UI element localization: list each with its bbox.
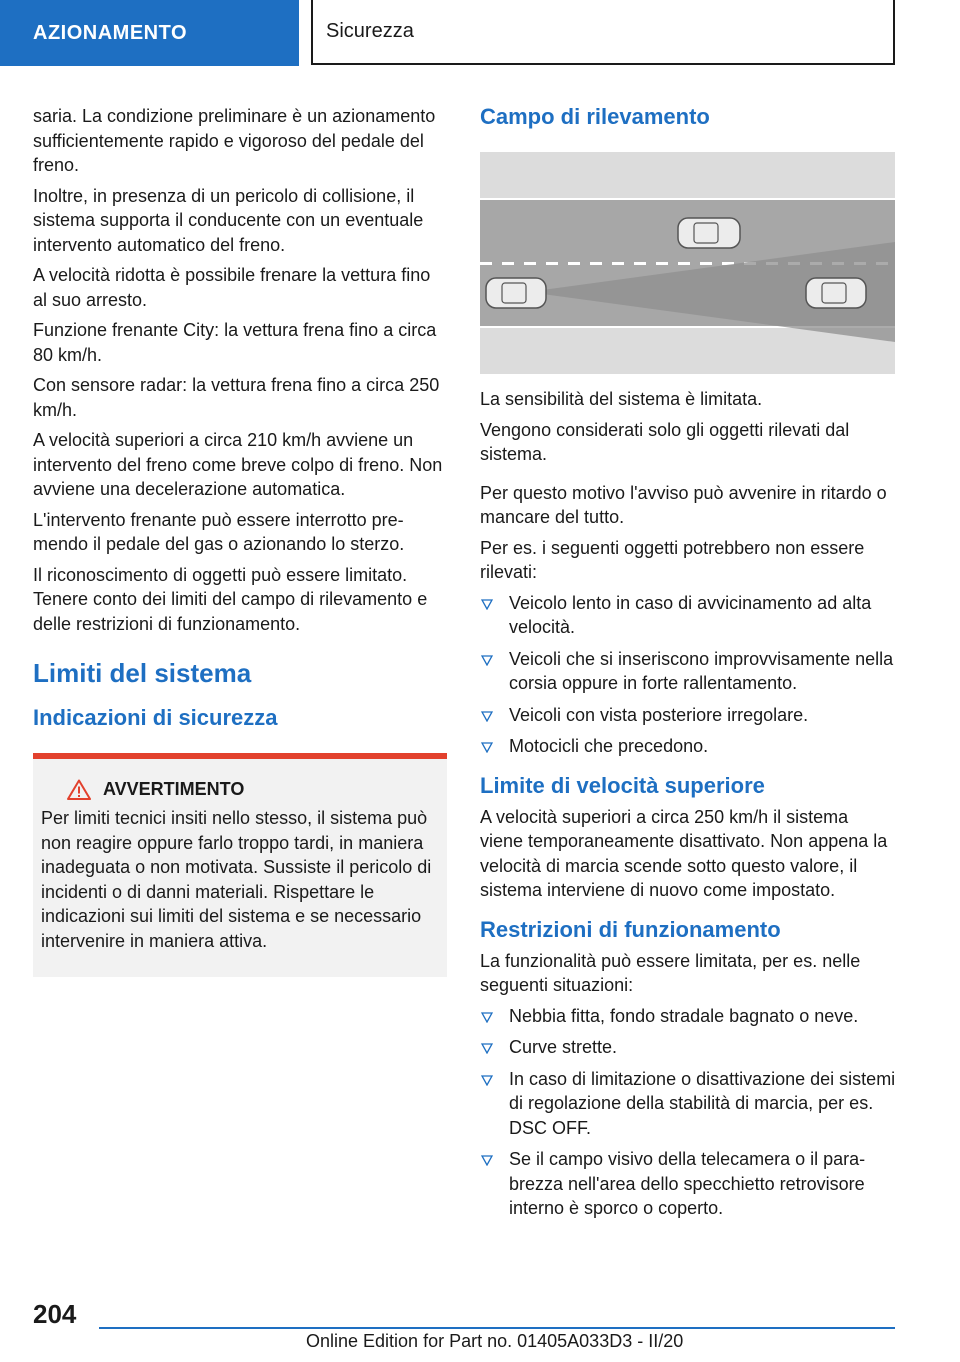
warning-title: AVVERTIMENTO	[103, 779, 245, 799]
list-item: Veicolo lento in caso di avvicinamento ad alta velocità.	[480, 591, 896, 640]
list-item: Veicoli con vista posteriore irregolare.	[480, 703, 896, 728]
heading-limits: Limiti del sistema	[33, 658, 252, 688]
triangle-bullet-icon	[481, 710, 493, 722]
paragraph: La funzionalità può essere limitata, per es. nelle seguenti situazioni:	[480, 950, 861, 995]
detection-range-illustration	[480, 152, 895, 374]
edition-footer: Online Edition for Part no. 01405A033D3 - II/20	[306, 1331, 684, 1351]
paragraph: Vengono considerati solo gli oggetti rilevati dal sistema.	[480, 419, 850, 464]
paragraph: Con sensore radar: la vettura frena fino a circa 250 km/h.	[33, 375, 440, 420]
triangle-bullet-icon	[481, 1011, 493, 1023]
paragraph: La sensibilità del sistema è limitata.	[480, 389, 763, 409]
heading-range: Campo di rilevamento	[480, 104, 710, 129]
triangle-bullet-icon	[481, 598, 493, 610]
warning-header	[33, 779, 437, 800]
paragraph: A velocità superiori a circa 210 km/h avviene un intervento del freno come breve colpo di freno. Non avviene una decelerazione automatica.	[33, 430, 443, 499]
chapter-title: Sicurezza	[311, 0, 895, 65]
paragraph: Per es. i seguenti oggetti potrebbero non essere rilevati:	[480, 537, 865, 582]
paragraph: saria. La condizione preliminare è un azionamento sufficientemente rapido e vigoroso del pedale del freno.	[33, 106, 436, 175]
triangle-bullet-icon	[481, 1074, 493, 1086]
paragraph: A velocità superiori a circa 250 km/h il sistema viene temporaneamente disattivato. Non appena la velocità di marcia scende sotto questo valore, il sistema interviene di nuovo come impostato.	[480, 806, 888, 900]
paragraph: A velocità ridotta è possibile frenare la vettura fino al suo arresto.	[33, 265, 431, 310]
triangle-bullet-icon	[481, 741, 493, 753]
list-item: In caso di limitazione o disattivazione dei sistemi di regolazione della stabilità di marcia, per es. DSC OFF.	[480, 1067, 896, 1141]
warning-box	[33, 753, 447, 977]
list-item: Veicoli che si inseriscono improvvisamente nella corsia oppure in forte rallentamento.	[480, 647, 896, 696]
paragraph: Funzione frenante City: la vettura frena fino a circa 80 km/h.	[33, 320, 437, 365]
triangle-bullet-icon	[481, 1042, 493, 1054]
paragraph: Il riconoscimento di oggetti può essere limitato. Tenere conto dei limiti del campo di rilevamento e delle restrizioni di funzionamento.	[33, 564, 428, 634]
car-icon	[678, 218, 740, 248]
heading-restrictions: Restrizioni di funzionamento	[480, 916, 781, 942]
list-item: Se il campo visivo della telecamera o il parabrezza nell'area dello specchietto retrovisore interno è sporco o coperto.	[480, 1147, 896, 1221]
heading-speed-limit: Limite di velocità superiore	[480, 772, 765, 798]
triangle-bullet-icon	[481, 654, 493, 666]
list-item: Nebbia fitta, fondo stradale bagnato o neve.	[480, 1004, 896, 1029]
car-icon	[806, 278, 866, 308]
paragraph: Inoltre, in presenza di un pericolo di collisione, il sistema supporta il conducente con un eventuale intervento automatico del freno.	[33, 185, 424, 255]
paragraph: Per questo motivo l'avviso può avvenire in ritardo o mancare del tutto.	[480, 482, 887, 527]
heading-safety: Indicazioni di sicurezza	[33, 705, 278, 730]
restrictions-list	[480, 1004, 896, 1221]
page-number: 204	[33, 1299, 77, 1329]
section-tab: AZIONAMENTO	[0, 0, 299, 66]
undetected-objects-list	[480, 591, 896, 759]
warning-text: Per limiti tecnici insiti nello stesso, il sistema può non reagire oppure farlo troppo tardi, in maniera inadeguata o non motivata. Sussiste il pericolo di incidenti o di danni materiali. Rispettare le indicazioni sui limiti del sistema e se necessario intervenire in maniera attiva.	[41, 808, 432, 951]
warning-triangle-icon	[67, 779, 91, 800]
footer-divider	[99, 1327, 895, 1329]
triangle-bullet-icon	[481, 1154, 493, 1166]
list-item: Curve strette.	[480, 1035, 896, 1060]
left-column	[33, 104, 447, 977]
car-icon	[486, 278, 546, 308]
right-column	[480, 104, 896, 1228]
list-item: Motocicli che precedono.	[480, 734, 896, 759]
paragraph: L'intervento frenante può essere interrotto premendo il pedale del gas o azionando lo sterzo.	[33, 509, 405, 554]
